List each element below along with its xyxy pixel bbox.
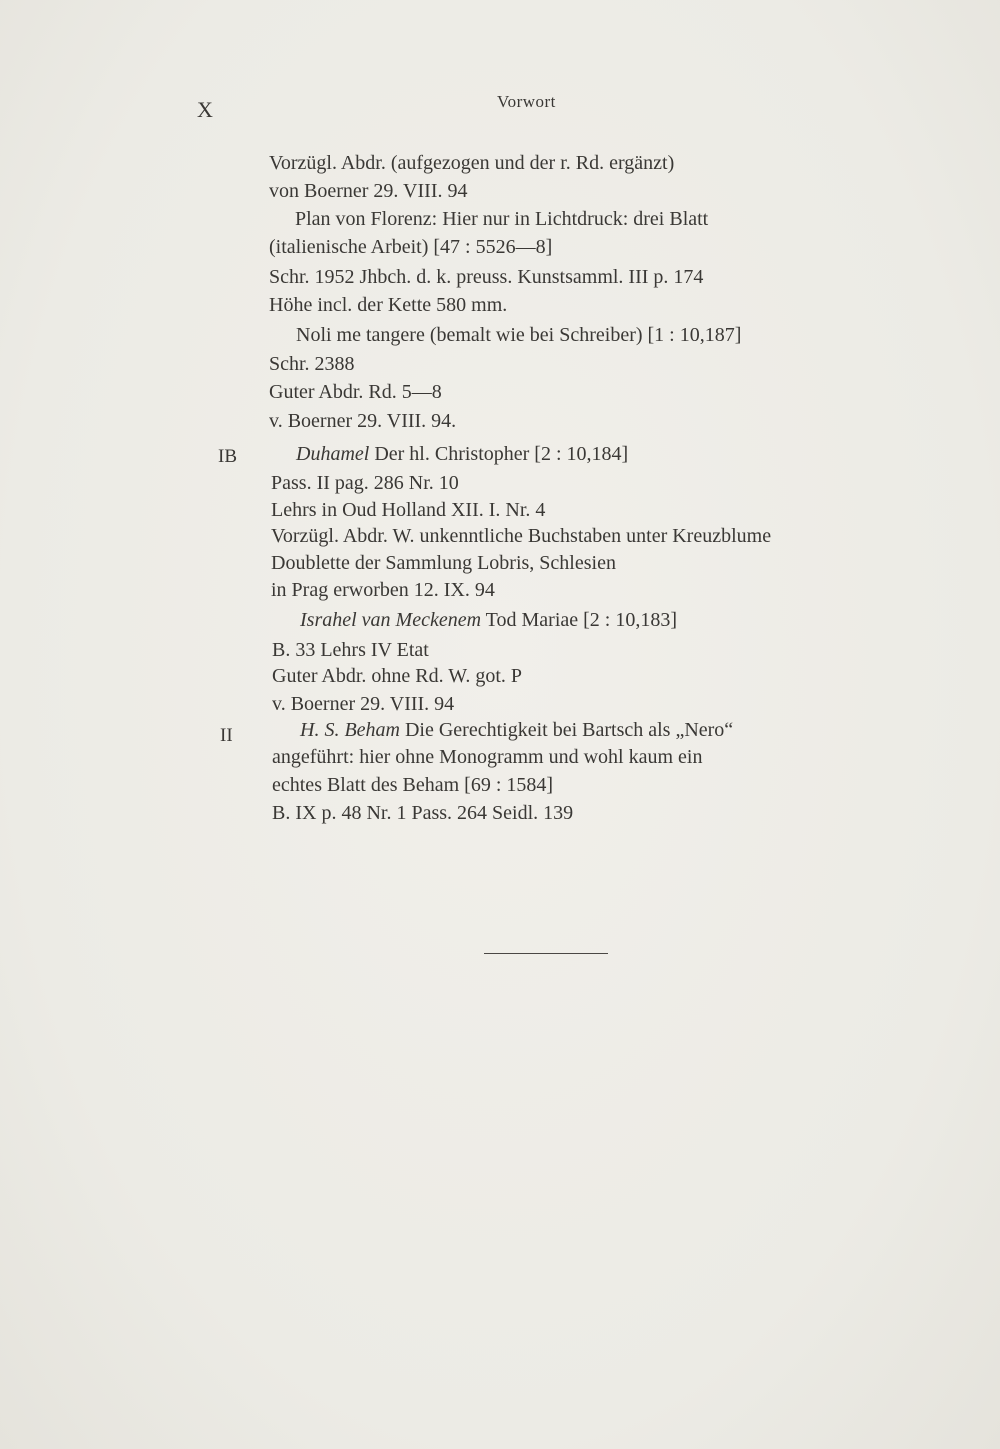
text-line: Schr. 1952 Jhbch. d. k. preuss. Kunstsamml. III p. 174 [269, 266, 704, 288]
text-line: v. Boerner 29. VIII. 94. [269, 410, 457, 432]
section-divider-rule [484, 953, 608, 954]
text-line: Guter Abdr. ohne Rd. W. got. P [272, 665, 523, 687]
text-line: (italienische Arbeit) [47 : 5526—8] [269, 236, 553, 258]
text-line [296, 444, 628, 464]
artist-name: Duhamel [296, 443, 370, 465]
text-line [300, 610, 677, 630]
text-line: von Boerner 29. VIII. 94 [269, 180, 468, 202]
text-line [300, 720, 733, 740]
text-line: Vorzügl. Abdr. W. unkenntliche Buchstaben unter Kreuzblume [271, 525, 772, 547]
entry-title: Der hl. Christopher [2 : 10,184] [374, 443, 629, 465]
entry-title: Tod Mariae [2 : 10,183] [485, 609, 677, 631]
text-line: Plan von Florenz: Hier nur in Lichtdruck: drei Blatt [295, 208, 709, 230]
text-line: Lehrs in Oud Holland XII. I. Nr. 4 [271, 499, 546, 521]
margin-monogram: II [220, 725, 233, 746]
text-line: echtes Blatt des Beham [69 : 1584] [272, 774, 554, 796]
text-line: Guter Abdr. Rd. 5—8 [269, 381, 442, 403]
text-line: Vorzügl. Abdr. (aufgezogen und der r. Rd. ergänzt) [269, 152, 675, 174]
running-head: Vorwort [497, 92, 556, 111]
text-line: Pass. II pag. 286 Nr. 10 [271, 472, 459, 494]
text-line: angeführt: hier ohne Monogramm und wohl kaum ein [272, 746, 703, 768]
margin-monogram: IB [218, 446, 237, 467]
text-line: B. IX p. 48 Nr. 1 Pass. 264 Seidl. 139 [272, 802, 574, 824]
text-line: in Prag erworben 12. IX. 94 [271, 579, 495, 601]
text-line: B. 33 Lehrs IV Etat [272, 639, 429, 661]
page-number: X [197, 97, 214, 122]
text-line: Höhe incl. der Kette 580 mm. [269, 294, 508, 316]
text-line: Doublette der Sammlung Lobris, Schlesien [271, 552, 616, 574]
entry-title: Die Gerechtigkeit bei Bartsch als „Nero“ [404, 719, 734, 741]
text-line: Noli me tangere (bemalt wie bei Schreiber) [1 : 10,187] [296, 324, 742, 346]
artist-name: H. S. Beham [300, 719, 400, 741]
artist-name: Israhel van Meckenem [300, 609, 482, 631]
text-line: Schr. 2388 [269, 353, 355, 375]
text-line: v. Boerner 29. VIII. 94 [272, 693, 455, 715]
